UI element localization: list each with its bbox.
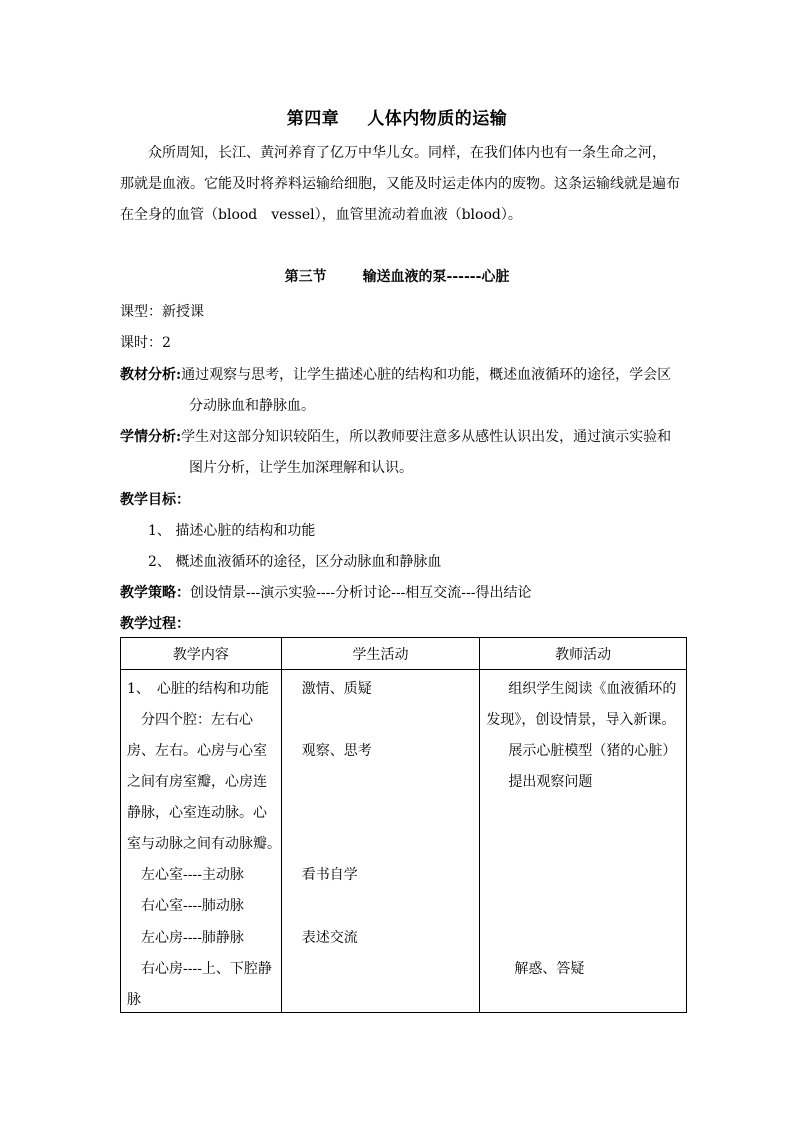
objective-2: 2、 概述血液循环的途径，区分动脉血和静脉血 bbox=[148, 554, 442, 570]
chapter-number: 第四章 bbox=[286, 109, 340, 129]
student-activity: 观察、思考 bbox=[301, 743, 372, 759]
objectives-label bbox=[120, 489, 190, 509]
section-heading bbox=[0, 266, 794, 286]
student-analysis-label: 学情分析: bbox=[120, 429, 182, 445]
teacher-activity: 提出观察问题 bbox=[508, 774, 593, 790]
section-number: 第三节 bbox=[284, 269, 327, 285]
textbook-analysis-label: 教材分析: bbox=[120, 367, 182, 383]
objectives-label-text: 教学目标： bbox=[120, 492, 190, 508]
content-line: 室与动脉之间有动脉瓣。 bbox=[127, 836, 281, 852]
student-activity: 激情、质疑 bbox=[301, 681, 372, 697]
strategy-text: 创设情景---演示实验----分析讨论---相互交流---得出结论 bbox=[190, 585, 532, 601]
teacher-activity: 展示心脏模型（猪的心脏） bbox=[508, 743, 677, 759]
student-analysis-cont: 图片分析，让学生加深理解和认识。 bbox=[189, 460, 413, 476]
student-activity: 看书自学 bbox=[301, 867, 358, 883]
strategy-label: 教学策略： bbox=[120, 585, 190, 601]
content-cell bbox=[121, 670, 282, 1013]
student-analysis-text: 学生对这部分知识较陌生，所以教师要注意多从感性认识出发，通过演示实验和 bbox=[181, 429, 672, 445]
content-line: 分四个腔：左右心 bbox=[127, 712, 253, 728]
textbook-analysis-text: 通过观察与思考，让学生描述心脏的结构和功能，概述血液循环的途径，学会区 bbox=[181, 367, 672, 383]
teacher-activity: 发现》，创设情景，导入新课。 bbox=[486, 712, 676, 728]
lesson-type: 课型：新授课 bbox=[120, 304, 204, 320]
textbook-analysis bbox=[120, 364, 671, 384]
header-content: 教学内容 bbox=[121, 638, 282, 670]
content-line: 房、左右。心房与心室 bbox=[127, 743, 267, 759]
lesson-hours: 课时：2 bbox=[120, 335, 171, 351]
content-line: 1、 心脏的结构和功能 bbox=[127, 681, 269, 697]
content-line: 左心房----肺静脉 bbox=[127, 930, 244, 946]
lesson-process-table bbox=[120, 637, 687, 1013]
teacher-activity: 解惑、答疑 bbox=[514, 961, 585, 977]
content-line: 之间有房室瓣，心房连 bbox=[127, 774, 267, 790]
teacher-cell bbox=[480, 670, 687, 1013]
intro-line-1: 众所周知，长江、黄河养育了亿万中华儿女。同样，在我们体内也有一条生命之河， bbox=[148, 145, 666, 161]
content-line: 静脉，心室连动脉。心 bbox=[127, 805, 267, 821]
content-line: 右心室----肺动脉 bbox=[127, 898, 244, 914]
chapter-name: 人体内物质的运输 bbox=[367, 109, 508, 129]
textbook-analysis-cont: 分动脉血和静脉血。 bbox=[189, 398, 315, 414]
header-teacher: 教师活动 bbox=[480, 638, 687, 670]
header-student: 学生活动 bbox=[281, 638, 480, 670]
section-title: 输送血液的泵------心脏 bbox=[362, 269, 510, 285]
objective-1: 1、 描述心脏的结构和功能 bbox=[148, 523, 316, 539]
process-label-text: 教学过程： bbox=[120, 616, 190, 632]
content-line: 左心室----主动脉 bbox=[127, 867, 244, 883]
intro-line-2: 那就是血液。它能及时将养料运输给细胞，又能及时运走体内的废物。这条运输线就是遍布 bbox=[120, 176, 680, 192]
process-label bbox=[120, 613, 190, 633]
table-header-row bbox=[121, 638, 687, 670]
content-line: 右心房----上、下腔静 bbox=[127, 961, 272, 977]
content-line: 脉 bbox=[127, 992, 141, 1008]
intro-line-3: 在全身的血管（blood vessel），血管里流动着血液（blood）。 bbox=[120, 207, 522, 223]
chapter-title bbox=[0, 104, 794, 129]
student-analysis bbox=[120, 426, 671, 446]
teacher-activity: 组织学生阅读《血液循环的 bbox=[508, 681, 677, 697]
strategy bbox=[120, 582, 532, 602]
student-activity: 表述交流 bbox=[301, 930, 358, 946]
table-row bbox=[121, 670, 687, 1013]
student-cell bbox=[281, 670, 480, 1013]
